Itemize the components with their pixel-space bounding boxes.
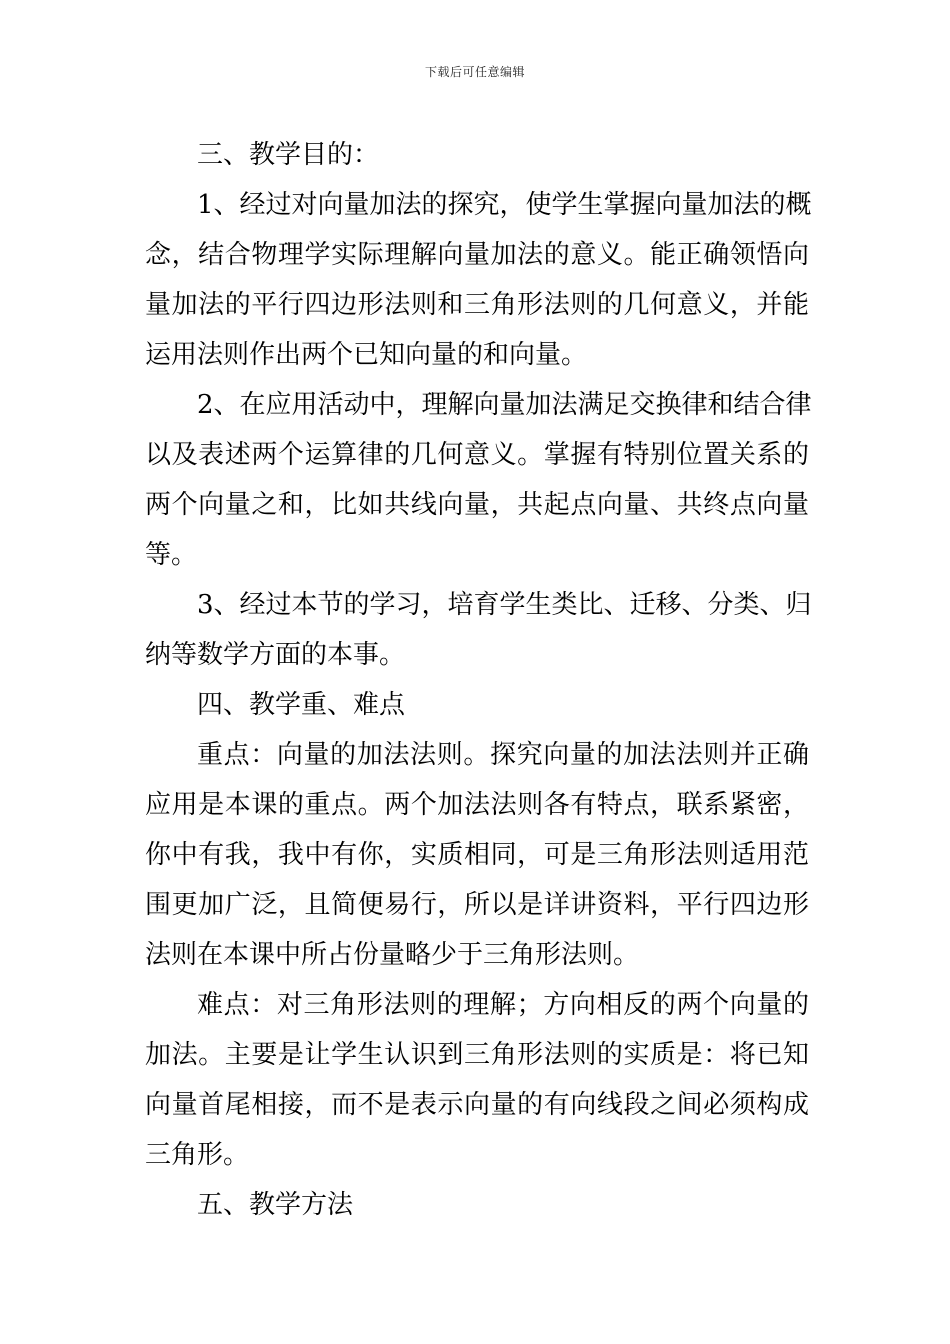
text-line: 加法。主要是让学生认识到三角形法则的实质是：将已知: [145, 1040, 809, 1070]
text-line: 等。: [145, 540, 198, 570]
text-line: 法则在本课中所占份量略少于三角形法则。: [145, 940, 640, 970]
text-line: 应用是本课的重点。两个加法法则各有特点，联系紧密，: [145, 790, 809, 820]
header-note: 下载后可任意编辑: [424, 65, 525, 79]
text-line: 量加法的平行四边形法则和三角形法则的几何意义，并能: [145, 290, 809, 320]
text-line: 念，结合物理学实际理解向量加法的意义。能正确领悟向: [145, 240, 809, 270]
text-line: 两个向量之和，比如共线向量，共起点向量、共终点向量: [145, 490, 809, 520]
text-line: 运用法则作出两个已知向量的和向量。: [145, 340, 588, 370]
text-line: 1、经过对向量加法的探究，使学生掌握向量加法的概: [197, 190, 812, 220]
text-line: 3、经过本节的学习，培育学生类比、迁移、分类、归: [197, 590, 812, 620]
text-line: 2、在应用活动中，理解向量加法满足交换律和结合律: [197, 390, 812, 420]
text-line: 三、教学目的：: [197, 140, 380, 170]
text-line: 向量首尾相接，而不是表示向量的有向线段之间必须构成: [145, 1090, 809, 1120]
text-line: 四、教学重、难点: [197, 690, 406, 720]
text-line: 以及表述两个运算律的几何意义。掌握有特别位置关系的: [145, 440, 809, 470]
text-line: 五、教学方法: [197, 1190, 354, 1220]
document-body: [145, 130, 812, 1230]
text-line: 你中有我，我中有你，实质相同，可是三角形法则适用范: [145, 840, 809, 870]
text-line: 重点：向量的加法法则。探究向量的加法法则并正确: [197, 740, 809, 770]
text-line: 三角形。: [145, 1140, 250, 1170]
text-line: 纳等数学方面的本事。: [145, 640, 406, 670]
text-line: 围更加广泛，且简便易行，所以是详讲资料，平行四边形: [145, 890, 809, 920]
text-line: 难点：对三角形法则的理解；方向相反的两个向量的: [197, 990, 809, 1020]
